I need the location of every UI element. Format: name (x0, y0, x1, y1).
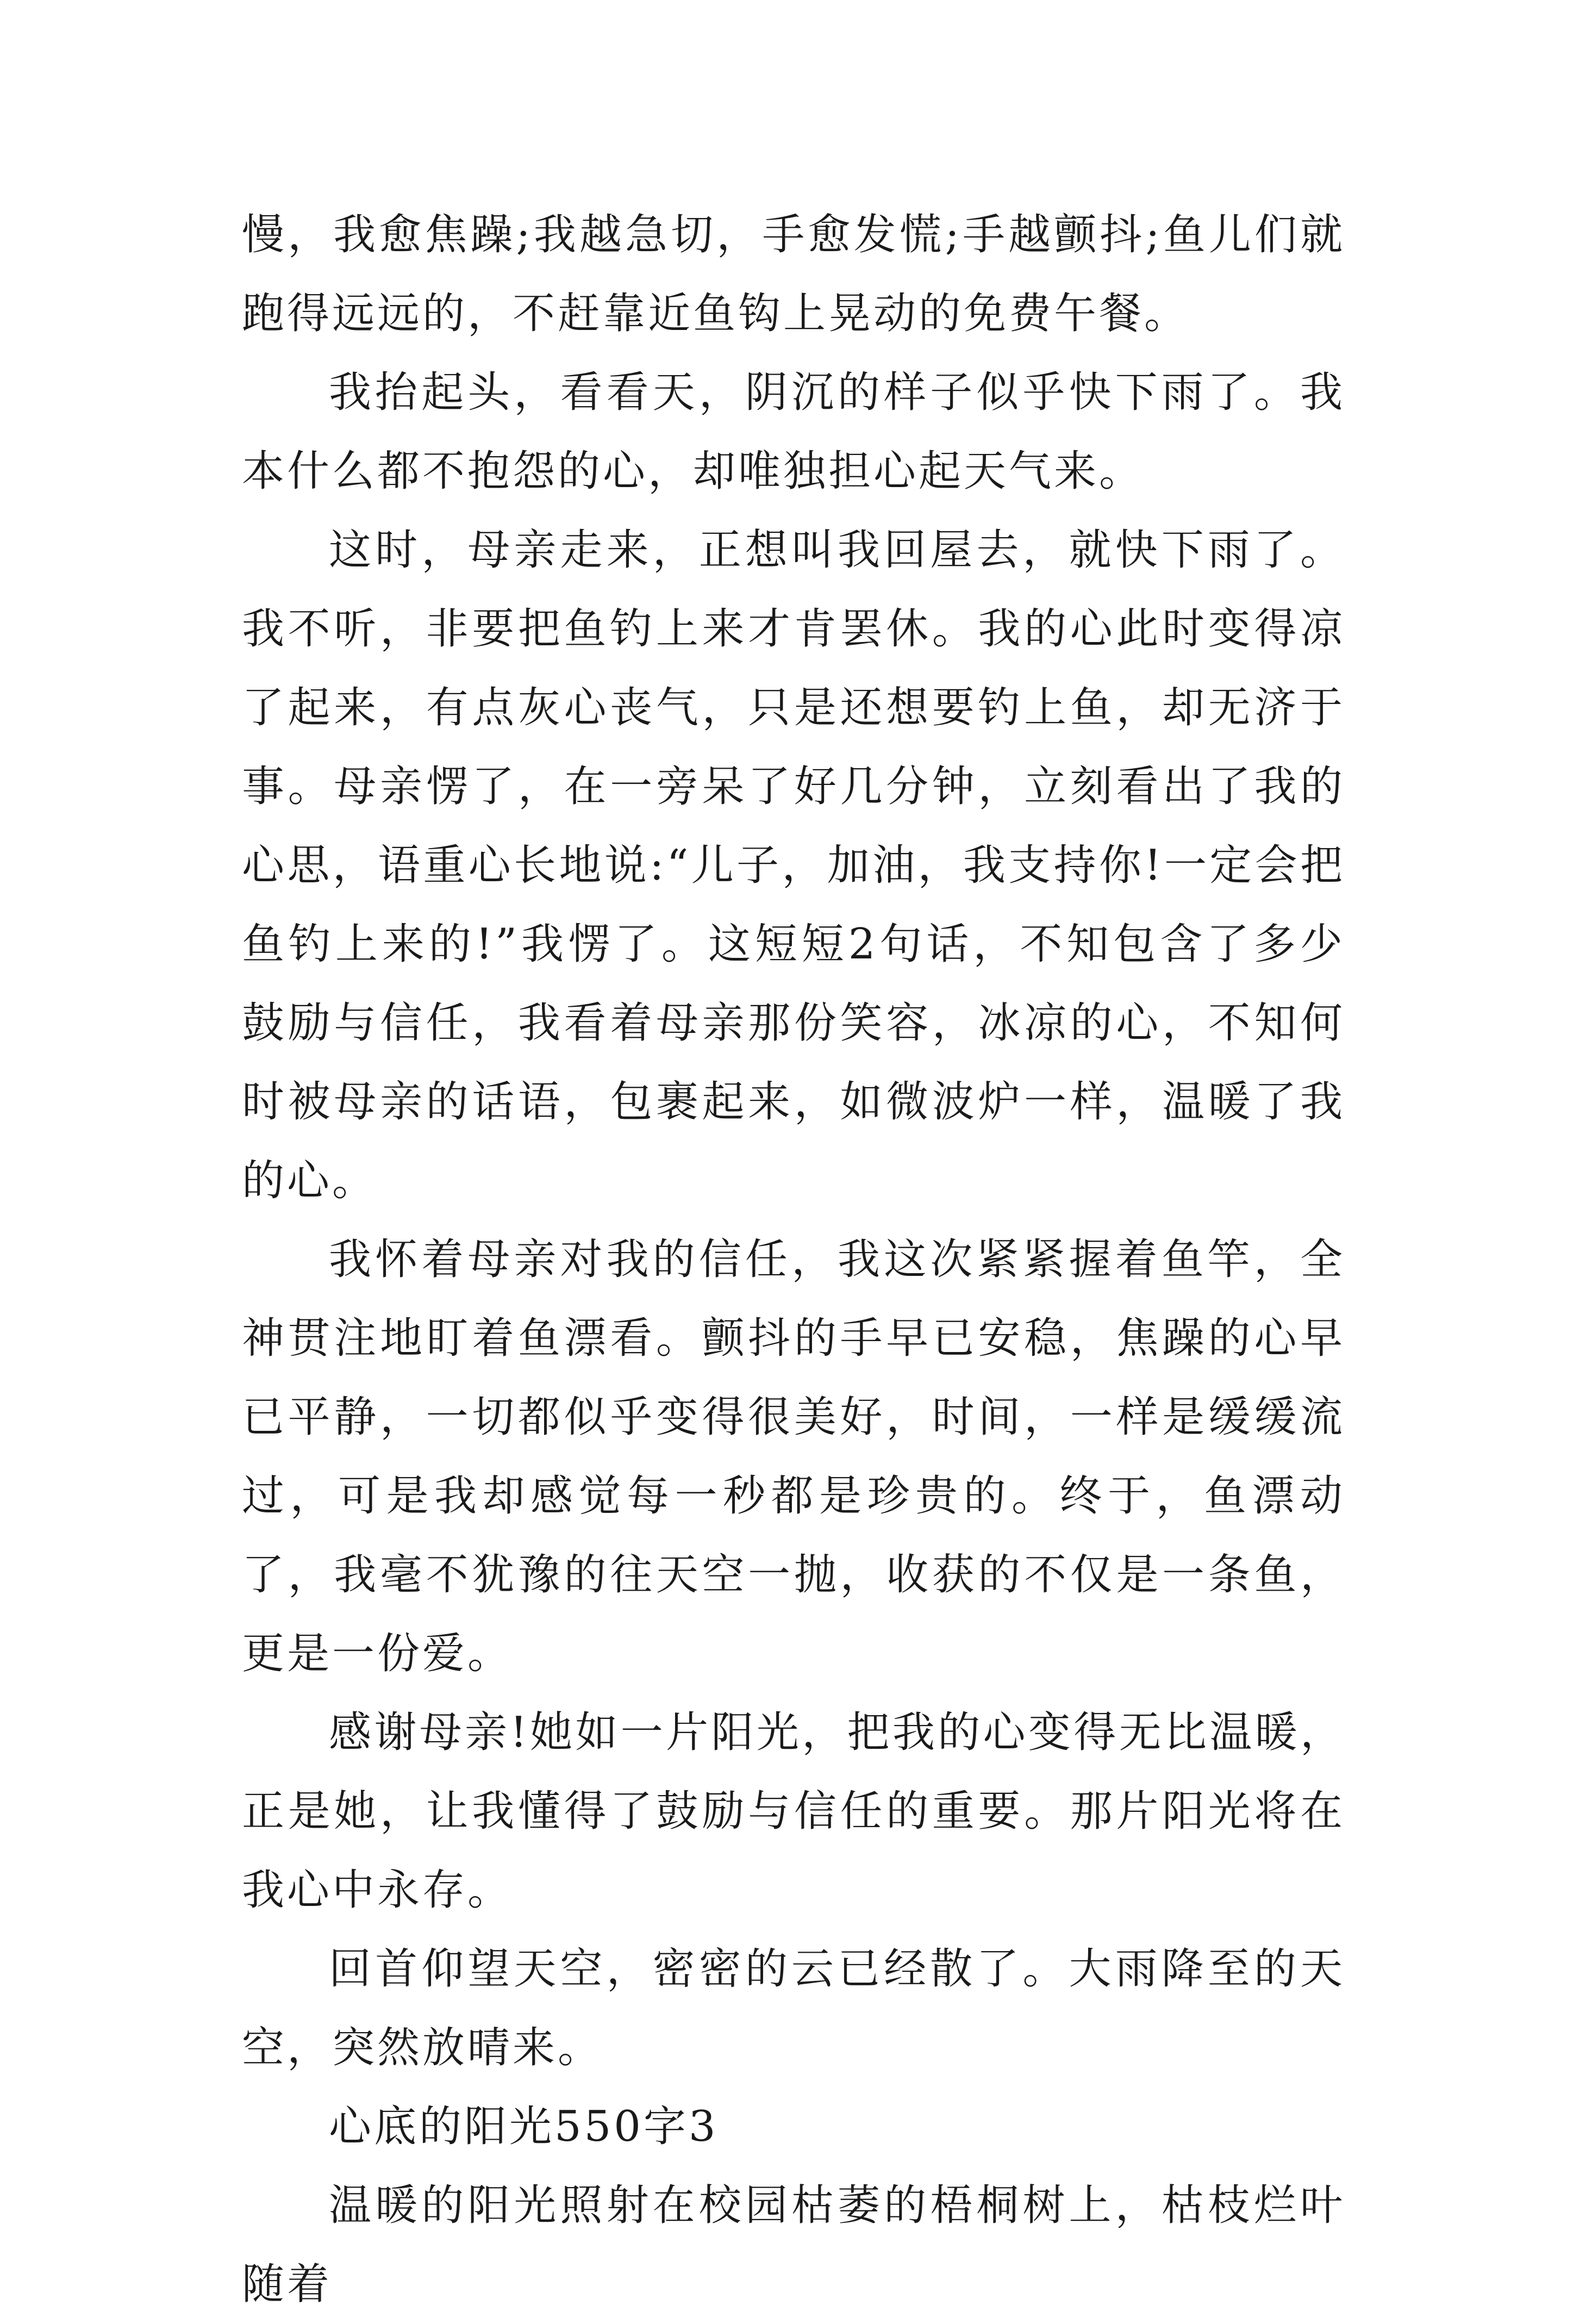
paragraph-5: 感谢母亲!她如一片阳光，把我的心变得无比温暖，正是她，让我懂得了鼓励与信任的重要。那片阳光将在我心中永存。 (242, 1708, 1345, 1915)
document-body (242, 196, 1345, 2324)
paragraph-3: 这时，母亲走来，正想叫我回屋去，就快下雨了。我不听，非要把鱼钓上来才肯罢休。我的心此时变得凉了起来，有点灰心丧气，只是还想要钓上鱼，却无济于事。母亲愣了，在一旁呆了好几分钟，立刻看出了我的心思，语重心长地说:“儿子，加油，我支持你!一定会把鱼钓上来的!”我愣了。这短短2句话，不知包含了多少鼓励与信任，我看着母亲那份笑容，冰凉的心，不知何时被母亲的话语，包裹起来，如微波炉一样，温暖了我的心。 (242, 526, 1345, 1205)
paragraph-1: 慢，我愈焦躁;我越急切，手愈发慌;手越颤抖;鱼儿们就跑得远远的，不赶靠近鱼钩上晃动的免费午餐。 (242, 210, 1345, 338)
paragraph-4: 我怀着母亲对我的信任，我这次紧紧握着鱼竿，全神贯注地盯着鱼漂看。颤抖的手早已安稳，焦躁的心早已平静，一切都似乎变得很美好，时间，一样是缓缓流过，可是我却感觉每一秒都是珍贵的。终于，鱼漂动了，我毫不犹豫的往天空一抛，收获的不仅是一条鱼，更是一份爱。 (242, 1235, 1345, 1678)
paragraph-7: 温暖的阳光照射在校园枯萎的梧桐树上，枯枝烂叶随着 (242, 2181, 1345, 2309)
paragraph-2: 我抬起头，看看天，阴沉的样子似乎快下雨了。我本什么都不抱怨的心，却唯独担心起天气来。 (242, 368, 1345, 496)
section-heading: 心底的阳光550字3 (329, 2102, 719, 2151)
paragraph-6: 回首仰望天空，密密的云已经散了。大雨降至的天空，突然放晴来。 (242, 1945, 1345, 2072)
